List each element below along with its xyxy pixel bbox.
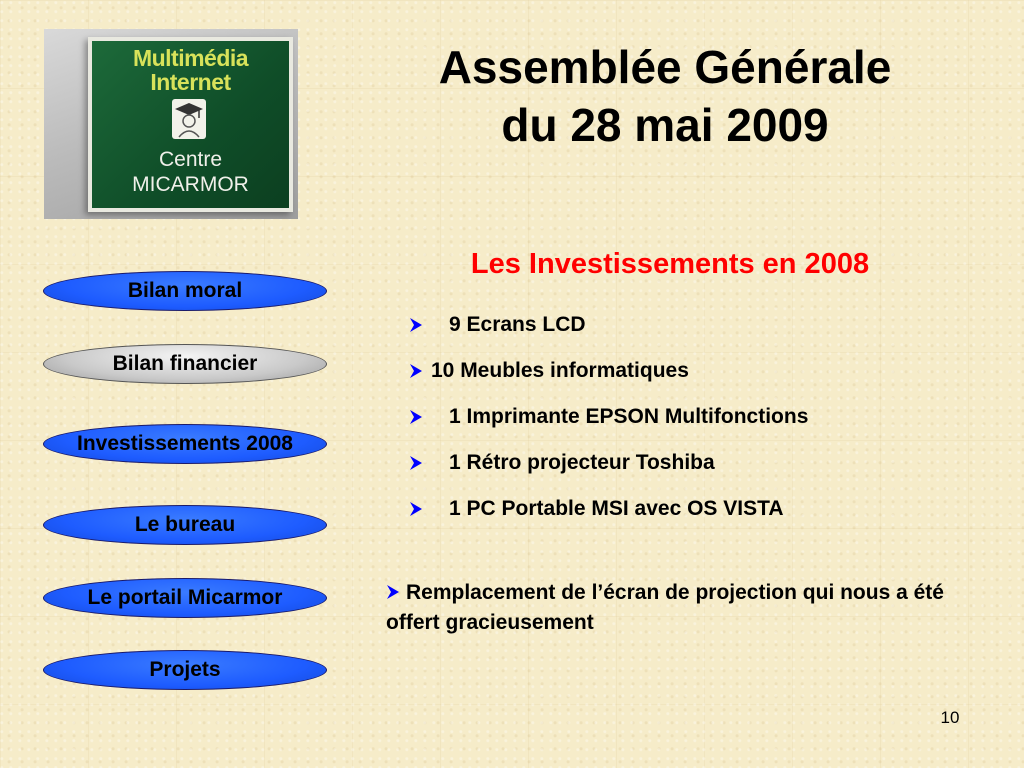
note-text: Remplacement de l’écran de projection qui nous a été offert gracieusement xyxy=(386,581,944,634)
nav-button-projets[interactable] xyxy=(43,650,327,690)
nav-button-investissements-2008[interactable] xyxy=(43,424,327,464)
list-item xyxy=(409,405,808,429)
nav-button-label: Le bureau xyxy=(134,513,236,536)
nav-button-le-bureau[interactable] xyxy=(43,505,327,545)
logo-text-micarmor: MICARMOR xyxy=(132,173,249,196)
nav-button-label: Investissements 2008 xyxy=(77,432,293,455)
list-item-text: 1 Rétro projecteur Toshiba xyxy=(449,451,715,474)
nav-button-label: Bilan moral xyxy=(127,279,243,302)
arrow-bullet-icon xyxy=(409,455,423,471)
title-line-2: du 28 mai 2009 xyxy=(501,99,829,151)
nav-button-bilan-moral[interactable] xyxy=(43,271,327,311)
page-title xyxy=(340,38,990,154)
replacement-note xyxy=(386,578,946,638)
section-subtitle: Les Investissements en 2008 xyxy=(470,248,870,280)
list-item xyxy=(409,313,586,337)
nav-button-label: Le portail Micarmor xyxy=(87,586,283,609)
list-item-text: 9 Ecrans LCD xyxy=(449,313,586,336)
list-item-text: 1 Imprimante EPSON Multifonctions xyxy=(449,405,809,428)
title-line-1: Assemblée Générale xyxy=(438,41,892,93)
list-item-text: 1 PC Portable MSI avec OS VISTA xyxy=(449,497,784,520)
logo-photo xyxy=(44,29,298,219)
list-item xyxy=(409,497,784,521)
nav-button-label: Projets xyxy=(149,658,221,681)
logo-text-centre: Centre xyxy=(158,148,223,171)
logo-text-multimedia: Multimédia xyxy=(132,45,249,71)
logo-sign xyxy=(88,37,293,212)
arrow-bullet-icon xyxy=(409,501,423,517)
list-item-text: 10 Meubles informatiques xyxy=(431,359,689,382)
arrow-bullet-icon xyxy=(386,584,400,600)
logo-text-internet: Internet xyxy=(150,69,231,95)
nav-button-label: Bilan financier xyxy=(112,352,258,375)
arrow-bullet-icon xyxy=(409,317,423,333)
graduate-icon xyxy=(172,99,206,139)
list-item xyxy=(409,359,689,383)
nav-button-le-portail-micarmor[interactable] xyxy=(43,578,327,618)
list-item xyxy=(409,451,715,475)
arrow-bullet-icon xyxy=(409,363,423,379)
nav-button-bilan-financier[interactable] xyxy=(43,344,327,384)
arrow-bullet-icon xyxy=(409,409,423,425)
page-number: 10 xyxy=(940,708,960,727)
